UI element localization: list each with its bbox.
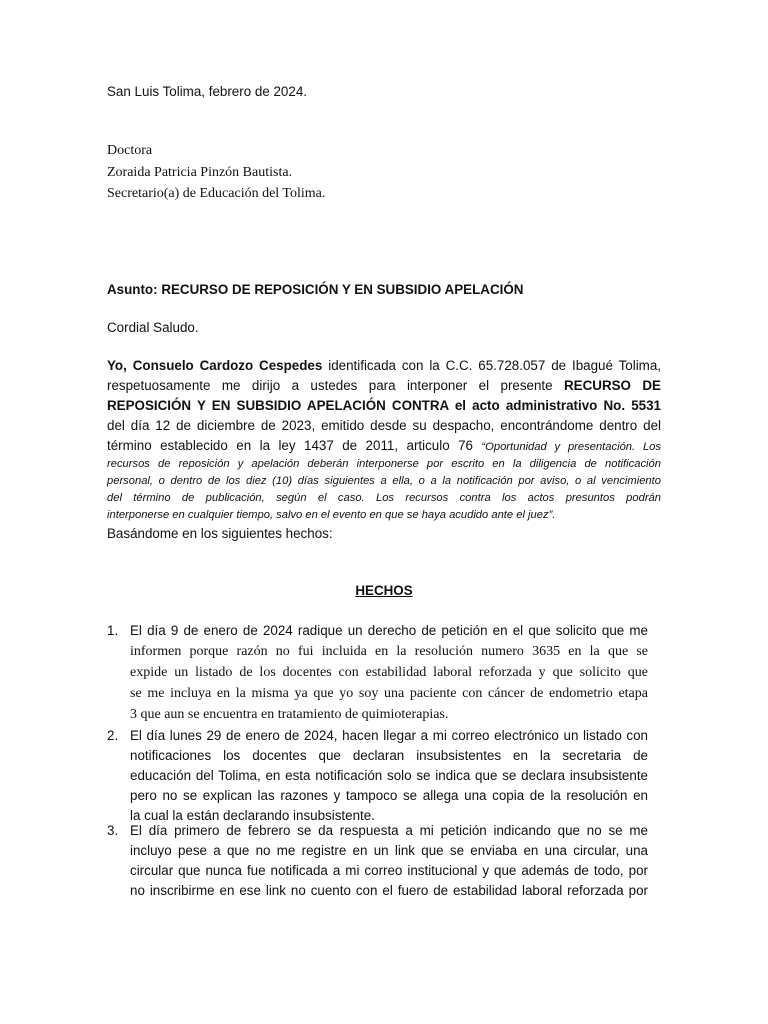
sender-name: Yo, Consuelo Cardozo Cespedes xyxy=(107,358,323,373)
list-item-body xyxy=(130,821,648,901)
intro-paragraph xyxy=(107,356,661,544)
intro-row-3 xyxy=(107,396,661,416)
list-item-line: informen porque razón no fui incluida en la resolución numero 3635 en la que se xyxy=(130,644,648,659)
greeting: Cordial Saludo. xyxy=(107,320,199,335)
quote-row-1: recursos de reposición y apelación deberán interponerse por escrito en la diligencia de notificación xyxy=(107,458,661,470)
quote-row-2: personal, o dentro de los diez (10) días siguientes a ella, o a la notificación por aviso, o al vencimiento xyxy=(107,475,661,487)
intro-row-5-italic: “Oportunidad y presentación. Los xyxy=(481,441,661,453)
subject-line xyxy=(107,280,523,300)
intro-row-1 xyxy=(107,356,661,376)
quote-row-3: del término de publicación, según el caso. Los recursos contra los actos presuntos podrán xyxy=(107,492,661,504)
list-item-line: se me incluya en la misma ya que yo soy una paciente con cáncer de endometrio etapa xyxy=(130,686,648,701)
list-item-line: El día primero de febrero se da respuesta a mi petición indicando que no se me xyxy=(130,823,648,838)
intro-row-1-text: identificada con la C.C. 65.728.057 de Ibagué Tolima, xyxy=(322,358,661,373)
recipient-position: Secretario(a) de Educación del Tolima. xyxy=(107,186,326,201)
recipient-title: Doctora xyxy=(107,143,153,158)
hechos-title: HECHOS xyxy=(355,583,413,598)
intro-row-2 xyxy=(107,376,661,396)
place-date: San Luis Tolima, febrero de 2024. xyxy=(107,84,307,99)
intro-row-4: del día 12 de diciembre de 2023, emitido desde su despacho, encontrándome dentro del xyxy=(107,418,661,433)
list-item-body xyxy=(130,726,648,826)
quote-row-4: interponerse en cualquier tiempo, salvo en el evento en que se haya acudido ante el juez”. xyxy=(107,509,556,521)
list-item-line: la cual la están declarando insubsistente. xyxy=(130,808,375,823)
list-item-line: expide un listado de los docentes con estabilidad laboral reforzada y que solicito que xyxy=(130,665,648,680)
intro-row-3-bold: REPOSICIÓN Y EN SUBSIDIO APELACIÓN CONTRA el acto administrativo No. 5531 xyxy=(107,398,661,413)
list-item-number: 1. xyxy=(107,623,119,638)
list-item-line: El día 9 de enero de 2024 radique un derecho de petición en el que solicito que me xyxy=(130,623,648,638)
list-item-line: notificaciones los docentes que declaran insubsistentes en la secretaria de xyxy=(130,748,648,763)
intro-row-2-bold: RECURSO DE xyxy=(564,378,661,393)
recipient-name: Zoraida Patricia Pinzón Bautista. xyxy=(107,165,293,180)
intro-row-5-text: término establecido en la ley 1437 de 2011, articulo 76 xyxy=(107,438,482,453)
list-item-line: 3 que aun se encuentra en tratamiento de quimioterapias. xyxy=(130,707,449,722)
intro-last-row: Basándome en los siguientes hechos: xyxy=(107,526,333,541)
list-item-line: no inscribirme en ese link no cuento con el fuero de estabilidad laboral reforzada por xyxy=(130,883,648,898)
intro-row-5 xyxy=(107,436,661,456)
subject-text: RECURSO DE REPOSICIÓN Y EN SUBSIDIO APELACIÓN xyxy=(161,282,524,297)
list-item-number: 2. xyxy=(107,728,119,743)
list-item-line: pero no se explican las razones y tampoco se allega una copia de la resolución en xyxy=(130,788,648,803)
list-item-line: circular que nunca fue notificada a mi correo institucional y que además de todo, por xyxy=(130,863,648,878)
list-item-line: El día lunes 29 de enero de 2024, hacen llegar a mi correo electrónico un listado con xyxy=(130,728,648,743)
list-item-line: educación del Tolima, en esta notificación solo se indica que se declara insubsistente xyxy=(130,768,648,783)
list-item-body xyxy=(130,621,648,725)
subject-label: Asunto: xyxy=(107,282,158,297)
list-item-line: incluyo pese a que no me registre en un link que se enviaba en una circular, una xyxy=(130,843,648,858)
intro-row-2-text: respetuosamente me dirijo a ustedes para interponer el presente xyxy=(107,378,565,393)
list-item-number: 3. xyxy=(107,823,119,838)
